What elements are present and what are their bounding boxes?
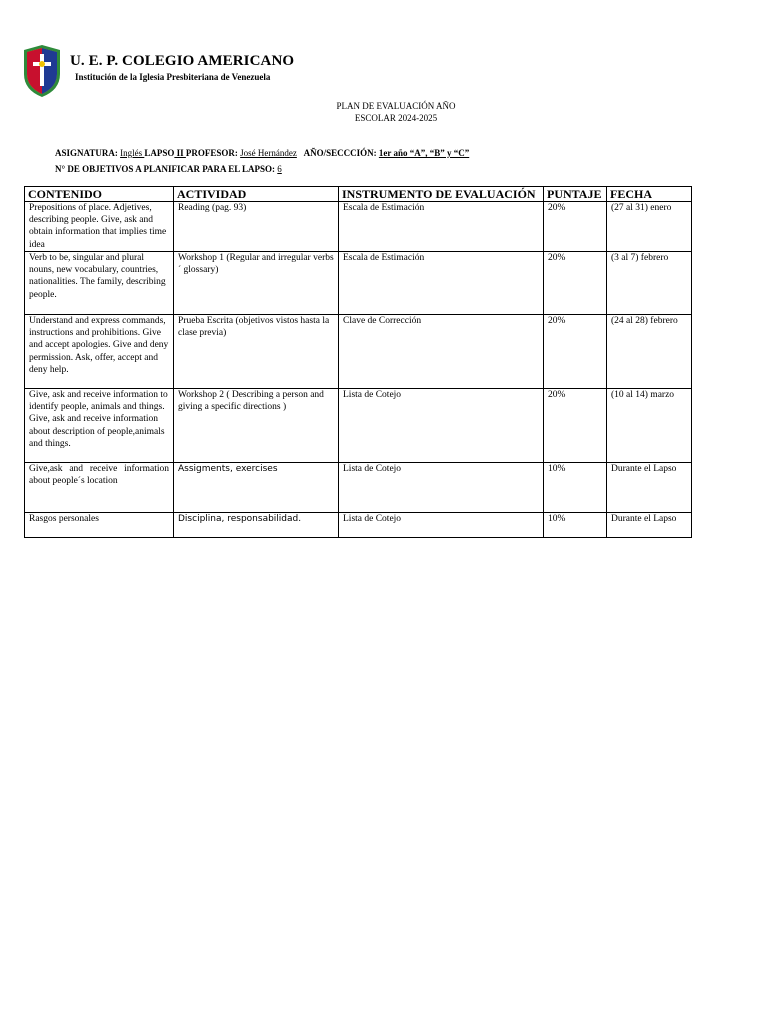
cell-actividad: Assigments, exercises <box>174 463 339 513</box>
cell-fecha: Durante el Lapso <box>607 463 692 513</box>
cell-instrumento: Lista de Cotejo <box>339 513 544 538</box>
cell-fecha: (3 al 7) febrero <box>607 252 692 315</box>
cell-puntaje: 20% <box>544 252 607 315</box>
plan-title-line-2: ESCOLAR 2024-2025 <box>354 113 438 123</box>
asignatura-value: Inglés <box>120 148 145 158</box>
cell-puntaje: 20% <box>544 202 607 252</box>
cell-puntaje: 10% <box>544 513 607 538</box>
cell-contenido: Give,ask and receive information about people´s location <box>25 463 174 513</box>
table-row <box>25 202 692 252</box>
cell-fecha: Durante el Lapso <box>607 513 692 538</box>
cell-contenido: Verb to be, singular and plural nouns, new vocabulary, countries, nationalities. The family, describing people. <box>25 252 174 315</box>
cell-contenido: Prepositions of place. Adjetives, describing people. Give, ask and obtain information that implies time idea <box>25 202 174 252</box>
cell-instrumento: Lista de Cotejo <box>339 389 544 463</box>
profesor-label: PROFESOR: <box>185 148 238 158</box>
header-fecha: FECHA <box>607 187 692 202</box>
evaluation-plan-table <box>24 186 692 538</box>
cell-instrumento: Escala de Estimación <box>339 202 544 252</box>
header-puntaje: PUNTAJE <box>544 187 607 202</box>
cell-puntaje: 10% <box>544 463 607 513</box>
asignatura-label: ASIGNATURA: <box>55 148 118 158</box>
subject-info-line <box>55 148 469 158</box>
cell-actividad: Workshop 2 ( Describing a person and giving a specific directions ) <box>174 389 339 463</box>
objetivos-label: N° DE OBJETIVOS A PLANIFICAR PARA EL LAPSO: <box>55 164 276 174</box>
anio-seccion-label: AÑO/SECCCIÓN: <box>303 148 377 158</box>
table-row <box>25 315 692 389</box>
cell-actividad: Workshop 1 (Regular and irregular verbs´ glossary) <box>174 252 339 315</box>
header-contenido: CONTENIDO <box>25 187 174 202</box>
header-actividad: ACTIVIDAD <box>174 187 339 202</box>
cell-instrumento: Escala de Estimación <box>339 252 544 315</box>
profesor-value: José Hernández <box>240 148 297 158</box>
lapso-value: II <box>174 148 186 158</box>
cell-puntaje: 20% <box>544 389 607 463</box>
table-row <box>25 252 692 315</box>
anio-seccion-value: 1er año “A”, “B” y “C” <box>378 148 470 158</box>
cell-contenido: Give, ask and receive information to identify people, animals and things. Give, ask and receive information about description of people,animals and things. <box>25 389 174 463</box>
school-name: U. E. P. COLEGIO AMERICANO <box>70 53 295 69</box>
plan-title <box>296 100 496 124</box>
cell-actividad: Prueba Escrita (objetivos vistos hasta la clase previa) <box>174 315 339 389</box>
objetivos-value: 6 <box>277 164 282 174</box>
cell-fecha: (10 al 14) marzo <box>607 389 692 463</box>
table-row <box>25 463 692 513</box>
cell-actividad: Reading (pag. 93) <box>174 202 339 252</box>
objectives-info-line <box>55 164 282 174</box>
cell-fecha: (27 al 31) enero <box>607 202 692 252</box>
table-row <box>25 513 692 538</box>
school-subtitle: Institución de la Iglesia Presbiteriana de Venezuela <box>75 72 271 82</box>
cell-actividad: Disciplina, responsabilidad. <box>174 513 339 538</box>
cell-instrumento: Lista de Cotejo <box>339 463 544 513</box>
cell-instrumento: Clave de Corrección <box>339 315 544 389</box>
table-header-row <box>25 187 692 202</box>
school-crest-logo <box>22 44 62 98</box>
header-instrumento: INSTRUMENTO DE EVALUACIÓN <box>339 187 544 202</box>
cell-fecha: (24 al 28) febrero <box>607 315 692 389</box>
cell-contenido: Rasgos personales <box>25 513 174 538</box>
cell-contenido: Understand and express commands, instructions and prohibitions. Give and accept apologies. Give and deny permission. Ask, offer, accept and deny help. <box>25 315 174 389</box>
lapso-label: LAPSO <box>144 148 175 158</box>
table-row <box>25 389 692 463</box>
cell-puntaje: 20% <box>544 315 607 389</box>
plan-title-line-1: PLAN DE EVALUACIÓN AÑO <box>336 101 456 111</box>
